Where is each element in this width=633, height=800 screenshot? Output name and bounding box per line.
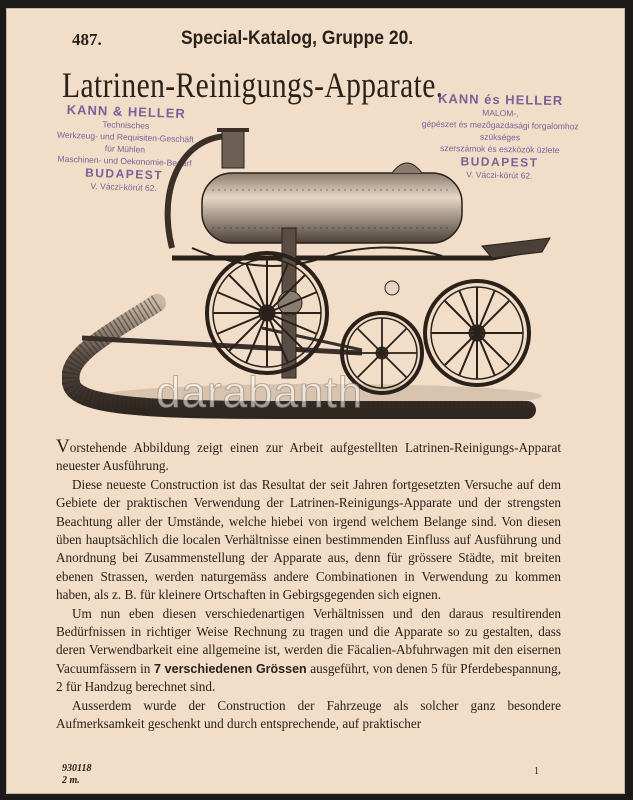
stamp-right-line3: szükséges	[479, 131, 521, 143]
dropcap: V	[56, 436, 70, 457]
paragraph-1	[56, 438, 561, 476]
paragraph-2: Diese neueste Construction ist das Resultat der seit Jahren fortgesetzten Versuche auf dem Gebiete der praktischen Verwendung der Latrinen-Reinigungs-Apparate und der strengsten Beachtung aller der Umstände, welche hiebei von irgend welchem Belange sind. Von diesen üben hauptsächlich die localen Verhältnisse einen bestimmenden Einfluss auf Ausführung und Anordnung bei Zusammenstellung der Apparate aus, denn für grössere Städte, mit breiten ebenen Strassen, werden naturgemäss andere Combinationen in Verwendung zu kommen haben, als z. B. für kleinere Ortschaften in Gebirgsgegenden sich eignen.	[56, 476, 561, 603]
stamp-left-city: BUDAPEST	[84, 165, 164, 183]
stamp-left-line4: Maschinen- und Oekonomie-Bedarf	[57, 153, 192, 169]
body-text	[56, 438, 561, 734]
footer-page-number: 1	[534, 766, 539, 777]
page-title: Latrinen-Reinigungs-Apparate.	[62, 65, 444, 105]
catalog-page	[6, 8, 625, 794]
paragraph-3	[56, 605, 561, 697]
paragraph-4: Ausserdem wurde der Construction der Fahrzeuge als solcher ganz besondere Aufmerksamkeit geschenkt und durch entsprechende, auf praktischer	[56, 697, 561, 732]
paragraph-3-a: Um nun eben diesen verschiedenartigen Verhältnissen und den daraus resultirenden Bedürfnissen in richtiger Weise Rechnung zu tragen und die Apparate so zu gestalten, dass deren Verwendbarkeit eine allgemeine ist, werden die Fäcalien-Abfuhrwagen mit den eisernen Vacuumfässern in	[56, 605, 561, 676]
footer-code	[62, 763, 91, 787]
stamp-left-line3: für Mühlen	[104, 143, 146, 155]
stamp-right-line4: szerszámok és eszközök üzlete	[439, 142, 560, 156]
sizes-emphasis: 7 verschiedenen Grössen	[153, 661, 307, 676]
stamp-right-address: V. Váczi-körút 62.	[466, 169, 533, 181]
stamp-right-line1: MALOM-,	[482, 107, 519, 119]
stamp-left-address: V. Váczi-körút 62.	[90, 180, 157, 194]
catalog-header: Special-Katalog, Gruppe 20.	[181, 28, 414, 49]
footer-edition: 2 m.	[62, 775, 80, 786]
footer-code-number: 930118	[62, 763, 92, 774]
stamp-left-line1: Technisches	[102, 119, 150, 131]
stamp-right-line2: gépészet és mezőgazdasági forgalomhoz	[421, 118, 579, 132]
stamp-left-line2: Werkzeug- und Requisiten-Geschäft	[56, 129, 194, 145]
stamp-right-city: BUDAPEST	[460, 154, 539, 170]
watermark: darabanth	[156, 368, 364, 417]
stamp-left-firm: KANN & HELLER	[66, 101, 187, 122]
stamp-right-firm: KANN és HELLER	[437, 90, 564, 109]
paragraph-3-b: ausgeführt, von denen 5 für Pferdebespannung, 2 für Handzug berechnet sind.	[56, 660, 562, 695]
page-number: 487.	[72, 30, 102, 49]
paragraph-1-text: orstehende Abbildung zeigt einen zur Arbeit aufgestellten Latrinen-Reinigungs-Apparat neuester Ausführung.	[56, 440, 561, 474]
